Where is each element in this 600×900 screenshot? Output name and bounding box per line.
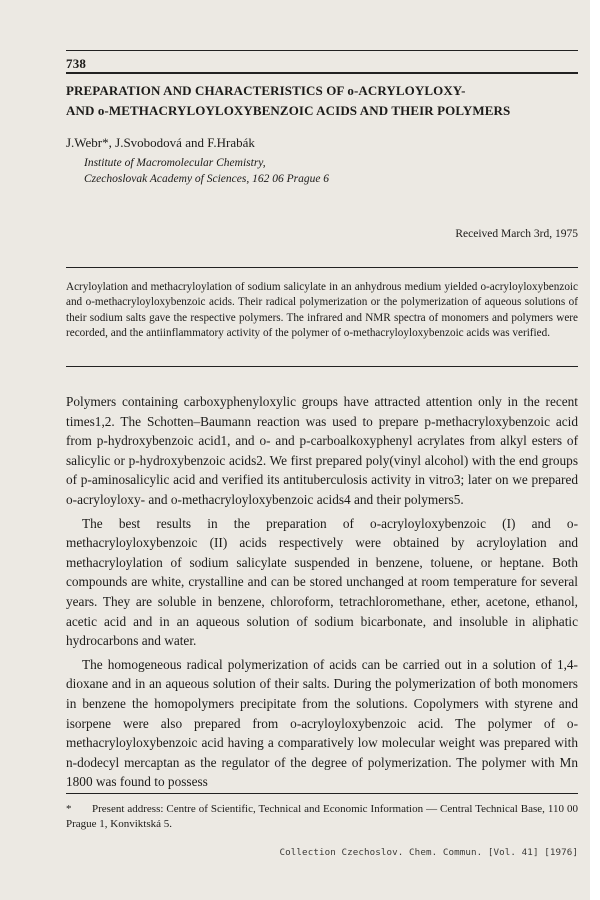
footnote-rule — [66, 793, 578, 794]
journal-citation: Collection Czechoslov. Chem. Commun. [Vol. 41] [1976] — [279, 847, 578, 858]
article-body — [66, 392, 578, 796]
paragraph-1: Polymers containing carboxyphenyloxylic groups have attracted attention only in the recent times1,2. The Schotten–Baumann reaction was used to prepare p-methacryloxybenzoic acid from p-hydroxybenzoic acid1, and o- and p-carboalkoxyphenyl acrylates from alkyl esters of salicylic or p-hydroxybenzoic acids2. We first prepared poly(vinyl alcohol) with the end groups of p-aminosalicylic acid and verified its antituberculosis activity in vitro3; later on we prepared o-acryloyloxy- and o-methacryloyloxybenzoic acids4 and their polymers5. — [66, 394, 578, 507]
received-date: Received March 3rd, 1975 — [455, 228, 578, 240]
affiliation — [84, 155, 329, 187]
affiliation-line-2: Czechoslovak Academy of Sciences, 162 06 Prague 6 — [84, 173, 330, 185]
title-line-2: AND o-METHACRYLOYLOXYBENZOIC ACIDS AND THEIR POLYMERS — [66, 103, 511, 118]
abstract-top-rule — [66, 267, 578, 268]
header-rule — [66, 72, 578, 74]
page-content — [66, 0, 578, 900]
paragraph-3: The homogeneous radical polymerization of acids can be carried out in a solution of 1,4-dioxane and in an aqueous solution of their salts. During the polymerization of both monomers in benzene the homopolymers precipitate from the solutions. Copolymers with styrene and isorpene were also prepared from o-acryloyloxybenzoic acid. The polymer of o-methacryloyloxybenzoic acid having a comparatively low molecular weight was prepared with n-dodecyl mercaptan as the regulator of the degree of polymerization. The polymer with Mn 1800 was found to possess — [66, 656, 578, 790]
paper-title — [66, 81, 578, 121]
top-rule — [66, 50, 578, 51]
authors: J.Webr*, J.Svobodová and F.Hrabák — [66, 135, 255, 150]
paragraph-2: The best results in the preparation of o-acryloyloxybenzoic (I) and o-methacryloyloxybenzoic (II) acids respectively were obtained by acryloylation and methacryloylation of sodium salicylate suspended in benzene, toluene, or heptane. Both compounds are white, crystalline and can be stored unchanged at room temperature for several years. They are soluble in benzene, chloroform, tetrachloromethane, ether, acetone, ethanol, acetic acid and in an aqueous solution of sodium bicarbonate, and insoluble in aliphatic hydrocarbons and water. — [66, 515, 578, 649]
footnote — [66, 802, 578, 832]
scan-edge — [590, 0, 600, 900]
page-number: 738 — [66, 56, 87, 71]
abstract-bottom-rule — [66, 366, 578, 367]
abstract: Acryloylation and methacryloylation of sodium salicylate in an anhydrous medium yielded o-acryloyloxybenzoic and o-methacryloyloxybenzoic acids. Their radical polymerization or the polymerization of aqueous solutions of their sodium salts gave the respective polymers. The infrared and NMR spectra of monomers and polymers were recorded, and the antiinflammatory activity of the polymer of o-methacryloyloxybenzoic acids was verified. — [66, 281, 578, 340]
affiliation-line-1: Institute of Macromolecular Chemistry, — [84, 157, 266, 169]
title-line-1: PREPARATION AND CHARACTERISTICS OF o-ACRYLOYLOXY- — [66, 83, 466, 98]
footnote-mark: * — [66, 803, 72, 815]
footnote-text: Present address: Centre of Scientific, Technical and Economic Information — Central Technical Base, 110 00 Prague 1, Konviktská 5. — [66, 803, 578, 830]
